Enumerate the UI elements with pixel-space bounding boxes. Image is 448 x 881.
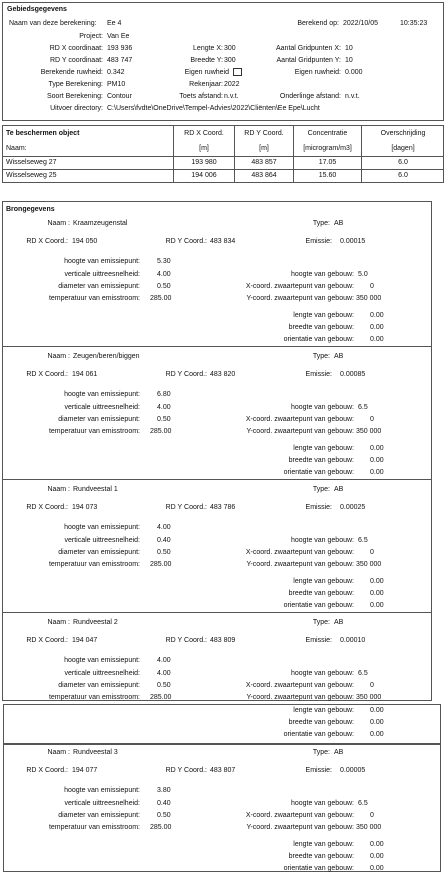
project-value: Van Ee [107,33,130,40]
source-xzwp-label: X-coord. zwaartepunt van gebouw: [245,682,354,689]
source-diameter-label: diameter van emissiepunt: [58,416,140,423]
source-hgebouw: 6.5 [358,404,368,411]
source-rdx: 194 077 [72,767,98,774]
rdy-label: RD Y coordinaat: [49,57,103,64]
source-type-label: Type: [312,486,330,493]
source-uittree-label: verticale uittreesnelheid: [64,404,140,411]
objects-title: Te beschermen object [6,130,80,137]
source-rdy: 483 786 [210,504,236,511]
source-xzwp-label: X-coord. zwaartepunt van gebouw: [245,283,354,290]
source-diameter: 0.50 [157,416,171,423]
source-naam: Rundveestal 2 [73,619,118,626]
eigen2-value: 0.000 [345,69,363,76]
source-rdy-label: RD Y Coord.: [165,767,207,774]
source-yzwp: 350 000 [356,295,382,302]
source-lengte-label: lengte van gebouw: [293,841,354,848]
source-rdy-label: RD Y Coord.: [165,637,207,644]
col-header-conc: Concentratie [307,130,348,137]
source-temp-label: temperatuur van emisstroom: [48,561,140,568]
source-orientatie: 0.00 [370,602,384,609]
source-yzwp: 350 000 [356,428,382,435]
source-emissie-label: Emissie: [305,238,332,245]
source-breedte-label: breedte van gebouw: [288,324,354,331]
row-rdy: 483 864 [251,172,277,179]
source-hoogte-label: hoogte van emissiepunt: [64,787,140,794]
source-breedte: 0.00 [370,590,384,597]
row-over: 6.0 [398,172,408,179]
source-rdx-label: RD X Coord.: [26,637,68,644]
rekenjaar-label: Rekenjaar: [189,81,223,88]
source-rdy-label: RD Y Coord.: [165,238,207,245]
lengte-value: 300 [224,45,236,52]
col-unit-rdx: [m] [199,145,209,152]
ruwheid-value: 0.342 [107,69,125,76]
source-rdx: 194 073 [72,504,98,511]
source-hgebouw-label: hoogte van gebouw: [290,800,354,807]
source-temp: 285.00 [150,295,172,302]
source-type: AB [334,749,344,756]
source-uittree: 4.00 [157,404,171,411]
row-rdx: 193 980 [191,159,217,166]
source-lengte: 0.00 [370,707,384,714]
source-xzwp-label: X-coord. zwaartepunt van gebouw: [245,549,354,556]
source-yzwp: 350 000 [356,824,382,831]
source-emissie: 0.00015 [340,238,366,245]
source-naam-label: Naam : [47,619,70,626]
source-yzwp-label: Y-coord. zwaartepunt van gebouw: [246,694,354,701]
col-unit-rdy: [m] [259,145,269,152]
source-rdx: 194 050 [72,238,98,245]
naam-value: Ee 4 [107,20,122,27]
source-rdy: 483 809 [210,637,236,644]
source-hoogte-label: hoogte van emissiepunt: [64,258,140,265]
source-emissie: 0.00005 [340,767,366,774]
source-rdx-label: RD X Coord.: [26,504,68,511]
rekenjaar-value: 2022 [224,81,240,88]
source-breedte-label: breedte van gebouw: [288,719,354,726]
toets-label: Toets afstand: [179,93,223,100]
dir-label: Uitvoer directory: [50,105,103,112]
rdx-value: 193 936 [107,45,133,52]
source-type: AB [334,619,344,626]
source-lengte: 0.00 [370,578,384,585]
rdy-value: 483 747 [107,57,133,64]
source-breedte-label: breedte van gebouw: [288,590,354,597]
source-type-label: Type: [312,619,330,626]
source-temp-label: temperatuur van emisstroom: [48,428,140,435]
source-orientatie-label: orientatie van gebouw: [283,469,354,476]
source-diameter: 0.50 [157,549,171,556]
source-breedte-label: breedte van gebouw: [288,457,354,464]
source-yzwp: 350 000 [356,561,382,568]
row-naam: Wisselseweg 27 [6,159,57,166]
source-orientatie-label: orientatie van gebouw: [283,731,354,738]
berekend-date: 2022/10/05 [343,20,379,27]
source-xzwp: 0 [370,549,374,556]
onderlinge-value: n.v.t. [345,93,360,100]
source-hoogte: 3.80 [157,787,171,794]
source-uittree: 0.40 [157,537,171,544]
source-temp: 285.00 [150,824,172,831]
source-yzwp: 350 000 [356,694,382,701]
source-naam: Rundveestal 1 [73,486,118,493]
source-breedte: 0.00 [370,719,384,726]
source-uittree: 4.00 [157,271,171,278]
gridx-label: Aantal Gridpunten X: [276,45,341,52]
source-orientatie: 0.00 [370,336,384,343]
source-xzwp-label: X-coord. zwaartepunt van gebouw: [245,812,354,819]
source-naam: Zeugen/beren/biggen [73,353,140,360]
source-emissie: 0.00025 [340,504,366,511]
source-naam-label: Naam : [47,353,70,360]
row-naam: Wisselseweg 25 [6,172,57,179]
rdx-label: RD X coordinaat: [49,45,103,52]
source-breedte: 0.00 [370,853,384,860]
source-emissie: 0.00010 [340,637,366,644]
source-hgebouw: 6.5 [358,670,368,677]
row-rdy: 483 857 [251,159,277,166]
eigen-ruwheid-checkbox[interactable] [233,68,242,76]
source-rdy-label: RD Y Coord.: [165,371,207,378]
source-orientatie: 0.00 [370,731,384,738]
source-breedte: 0.00 [370,457,384,464]
soort-label: Soort Berekening: [46,93,103,100]
row-conc: 17.05 [318,159,337,166]
source-emissie-label: Emissie: [305,371,332,378]
source-diameter-label: diameter van emissiepunt: [58,283,140,290]
source-hgebouw: 6.5 [358,800,368,807]
source-uittree-label: verticale uittreesnelheid: [64,670,140,677]
objects-table [2,125,444,183]
source-yzwp-label: Y-coord. zwaartepunt van gebouw: [246,824,354,831]
source-rdy: 483 820 [210,371,236,378]
source-orientatie-label: orientatie van gebouw: [283,602,354,609]
source-hoogte: 6.80 [157,391,171,398]
source-diameter-label: diameter van emissiepunt: [58,812,140,819]
source-rdx: 194 047 [72,637,98,644]
source-rdx: 194 061 [72,371,98,378]
naam-label: Naam van deze berekening: [9,20,97,27]
source-naam: Kraamzeugenstal [73,220,128,227]
source-hgebouw: 6.5 [358,537,368,544]
source-temp-label: temperatuur van emisstroom: [48,694,140,701]
source-diameter: 0.50 [157,283,171,290]
source-xzwp-label: X-coord. zwaartepunt van gebouw: [245,416,354,423]
source-yzwp-label: Y-coord. zwaartepunt van gebouw: [246,295,354,302]
source-temp-label: temperatuur van emisstroom: [48,295,140,302]
source-uittree-label: verticale uittreesnelheid: [64,537,140,544]
source-diameter-label: diameter van emissiepunt: [58,549,140,556]
source-temp: 285.00 [150,694,172,701]
source-xzwp: 0 [370,283,374,290]
source-hoogte-label: hoogte van emissiepunt: [64,657,140,664]
source-hgebouw-label: hoogte van gebouw: [290,271,354,278]
source-breedte-label: breedte van gebouw: [288,853,354,860]
eigen2-label: Eigen ruwheid: [294,69,341,76]
source-temp: 285.00 [150,428,172,435]
col-header-rdy: RD Y Coord. [244,130,284,137]
col-unit-over: [dagen] [391,145,415,152]
source-temp: 285.00 [150,561,172,568]
source-lengte-label: lengte van gebouw: [293,445,354,452]
objects-naam-header: Naam: [6,145,27,152]
source-hoogte-label: hoogte van emissiepunt: [64,391,140,398]
source-diameter: 0.50 [157,682,171,689]
gridx-value: 10 [345,45,353,52]
section-title-gebied: Gebiedsgegevens [7,6,67,13]
source-temp-label: temperatuur van emisstroom: [48,824,140,831]
toets-value: n.v.t. [224,93,239,100]
source-type: AB [334,486,344,493]
source-rdx-label: RD X Coord.: [26,238,68,245]
source-orientatie-label: orientatie van gebouw: [283,865,354,872]
source-hgebouw: 5.0 [358,271,368,278]
source-hoogte-label: hoogte van emissiepunt: [64,524,140,531]
source-emissie-label: Emissie: [305,767,332,774]
breedte-value: 300 [224,57,236,64]
gridy-value: 10 [345,57,353,64]
col-header-over: Overschrijding [380,130,426,137]
source-rdx-label: RD X Coord.: [26,767,68,774]
source-type: AB [334,353,344,360]
gridy-label: Aantal Gridpunten Y: [276,57,341,64]
source-rdx-label: RD X Coord.: [26,371,68,378]
source-rdy: 483 834 [210,238,236,245]
dir-value: C:\Users\fvdte\OneDrive\Tempel-Advies\2022\Cliënten\Ee Epe\Lucht [107,105,320,112]
source-emissie-label: Emissie: [305,504,332,511]
col-header-rdx: RD X Coord. [184,130,224,137]
source-lengte: 0.00 [370,445,384,452]
source-xzwp: 0 [370,812,374,819]
source-hoogte: 4.00 [157,524,171,531]
source-uittree-label: verticale uittreesnelheid: [64,271,140,278]
berekend-time: 10:35:23 [400,20,428,27]
project-label: Project: [79,33,103,40]
source-orientatie: 0.00 [370,469,384,476]
source-type-label: Type: [312,353,330,360]
source-lengte: 0.00 [370,312,384,319]
source-hoogte: 5.30 [157,258,171,265]
type-label: Type Berekening: [48,81,103,88]
source-rdy-label: RD Y Coord.: [165,504,207,511]
type-value: PM10 [107,81,126,88]
source-lengte: 0.00 [370,841,384,848]
source-diameter: 0.50 [157,812,171,819]
source-hgebouw-label: hoogte van gebouw: [290,404,354,411]
row-over: 6.0 [398,159,408,166]
source-orientatie-label: orientatie van gebouw: [283,336,354,343]
source-orientatie: 0.00 [370,865,384,872]
source-emissie: 0.00085 [340,371,366,378]
source-hgebouw-label: hoogte van gebouw: [290,537,354,544]
source-hoogte: 4.00 [157,657,171,664]
source-diameter-label: diameter van emissiepunt: [58,682,140,689]
onderlinge-label: Onderlinge afstand: [279,93,341,100]
source-type: AB [334,220,344,227]
source-xzwp: 0 [370,682,374,689]
source-uittree: 4.00 [157,670,171,677]
gebiedsgegevens-panel [2,2,444,121]
source-type-label: Type: [312,749,330,756]
source-naam-label: Naam : [47,220,70,227]
source-yzwp-label: Y-coord. zwaartepunt van gebouw: [246,428,354,435]
row-rdx: 194 006 [191,172,217,179]
source-lengte-label: lengte van gebouw: [293,312,354,319]
soort-value: Contour [107,93,132,100]
bron-title: Brongegevens [6,206,55,213]
source-lengte-label: lengte van gebouw: [293,578,354,585]
source-uittree: 0.40 [157,800,171,807]
row-conc: 15.60 [318,172,337,179]
eigen-label: Eigen ruwheid [184,69,229,76]
col-unit-conc: [microgram/m3] [303,145,352,152]
source-breedte: 0.00 [370,324,384,331]
source-uittree-label: verticale uittreesnelheid: [64,800,140,807]
ruwheid-label: Berekende ruwheid: [40,69,103,76]
source-yzwp-label: Y-coord. zwaartepunt van gebouw: [246,561,354,568]
source-type-label: Type: [312,220,330,227]
source-xzwp: 0 [370,416,374,423]
source-naam-label: Naam : [47,486,70,493]
source-lengte-label: lengte van gebouw: [293,707,354,714]
source-naam-label: Naam : [47,749,70,756]
source-naam: Rundveestal 3 [73,749,118,756]
source-hgebouw-label: hoogte van gebouw: [290,670,354,677]
berekend-label: Berekend op: [297,20,339,27]
lengte-label: Lengte X: [193,45,223,52]
source-rdy: 483 807 [210,767,236,774]
breedte-label: Breedte Y: [190,57,223,64]
source-emissie-label: Emissie: [305,637,332,644]
